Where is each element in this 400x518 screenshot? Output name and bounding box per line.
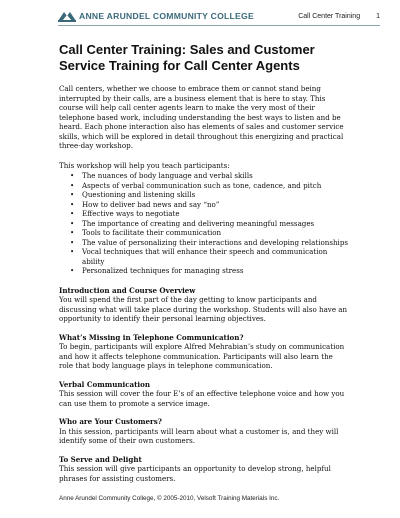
list-item: • Vocal techniques that will enhance their speech and communication ability [70, 247, 328, 266]
bullet-icon: • [70, 247, 75, 256]
document-title: Call Center Training: Sales and Customer Service Training for Call Center Agents [59, 42, 315, 73]
list-item: • How to deliver bad news and say “no” [70, 199, 220, 209]
bullet-icon: • [70, 266, 75, 275]
bullet-icon: • [70, 190, 75, 199]
list-item: • Questioning and listening skills [70, 190, 196, 199]
list-item: • The value of personalizing their interactions and developing relationships [70, 237, 349, 247]
section-body: To begin, participants will explore Alfred Mehrabian’s study on communication and how it affects telephone communication. Participants will also learn the role that body language plays in telephone communication. [59, 342, 345, 370]
section-body: In this session, participants will learn about what a customer is, and they will identify some of their own customers. [59, 426, 339, 445]
page-footer: Anne Arundel Community College, © 2005-2010, Velsoft Training Materials Inc. [59, 495, 280, 502]
bullet-icon: • [70, 199, 75, 209]
header-divider [58, 25, 380, 26]
section-intro-overview [59, 286, 349, 324]
list-lead: This workshop will help you teach participants: [59, 160, 230, 170]
list-item: • Personalized techniques for managing stress [70, 266, 244, 275]
section-your-customers [59, 417, 349, 446]
college-name: ANNE ARUNDEL COMMUNITY COLLEGE [79, 11, 254, 21]
section-body: This session will cover the four E’s of an effective telephone voice and how you can use them to promote a service image. [59, 389, 345, 408]
bullet-icon: • [70, 209, 75, 218]
bullet-icon: • [70, 171, 75, 180]
bullet-icon: • [70, 237, 75, 247]
section-serve-delight [59, 455, 349, 484]
section-verbal-communication [59, 380, 349, 409]
list-item: • Aspects of verbal communication such as tone, cadence, and pitch [70, 180, 322, 190]
list-item: • The nuances of body language and verbal skills [70, 171, 253, 180]
section-heading: Verbal Communication [59, 379, 150, 389]
bullet-icon: • [70, 218, 75, 228]
section-heading: To Serve and Delight [59, 454, 142, 464]
list-item: • Effective ways to negotiate [70, 209, 180, 218]
bullet-icon: • [70, 228, 75, 237]
bullet-icon: • [70, 180, 75, 190]
list-item: • The importance of creating and delivering meaningful messages [70, 218, 315, 228]
objectives-list [59, 171, 349, 276]
document-body [59, 42, 349, 492]
list-item: • Tools to facilitate their communication [70, 228, 222, 237]
page-number: 1 [376, 12, 380, 20]
college-logo-icon [58, 11, 76, 22]
section-heading: What’s Missing in Telephone Communication? [59, 332, 244, 342]
section-heading: Introduction and Course Overview [59, 285, 196, 295]
section-missing-communication [59, 333, 349, 371]
intro-paragraph: Call centers, whether we choose to embrace them or cannot stand being interrupted by their calls, are a business element that is here to stay. This course will help call center agents learn to make the very most of their telephone based work, including understanding the best ways to listen and be heard. Each phone interaction also has elements of sales and customer service skills, which will be explored in detail throughout this energizing and practical three-day workshop. [59, 84, 344, 150]
section-body: This session will give participants an opportunity to develop strong, helpful phrases for assisting customers. [59, 464, 331, 483]
page-header [58, 9, 380, 23]
header-doc-label: Call Center Training [298, 12, 361, 20]
section-body: You will spend the first part of the day getting to know participants and discussing what will take place during the workshop. Students will also have an opportunity to identify their personal learning objectives. [59, 295, 348, 323]
section-heading: Who are Your Customers? [59, 417, 162, 426]
